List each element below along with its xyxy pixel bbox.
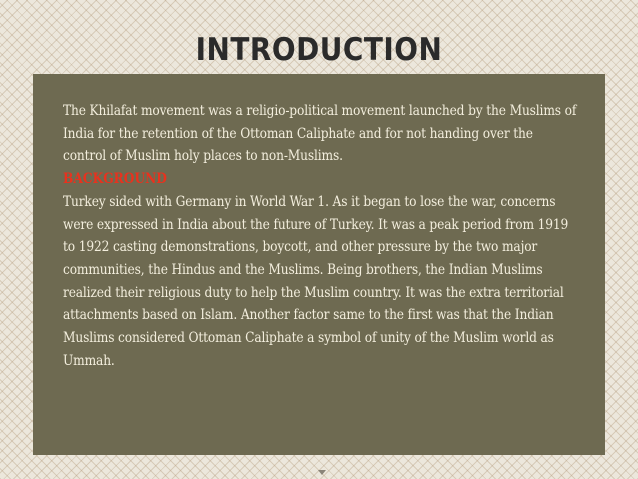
intro-paragraph: The Khilafat movement was a religio-political movement launched by the Muslims of India for the retention of the Ottoman Caliphate and for not handing over the control of Muslim holy places to non-Muslims. (63, 103, 577, 165)
content-panel (33, 74, 605, 455)
background-heading: BACKGROUND (63, 171, 167, 188)
down-arrow-icon (318, 470, 326, 475)
background-paragraph: Turkey sided with Germany in World War 1. As it began to lose the war, concerns were expressed in India about the future of Turkey. It was a peak period from 1919 to 1922 casting demonstrations, boycott, and other pressure by the two major communities, the Hindus and the Muslims. Being brothers, the Indian Muslims realized their religious duty to help the Muslim country. It was the extra territorial attachments based on Islam. Another factor same to the first was that the Indian Muslims considered Ottoman Caliphate a symbol of unity of the Muslim world as Ummah. (63, 193, 569, 369)
slide-title: INTRODUCTION (195, 32, 443, 68)
